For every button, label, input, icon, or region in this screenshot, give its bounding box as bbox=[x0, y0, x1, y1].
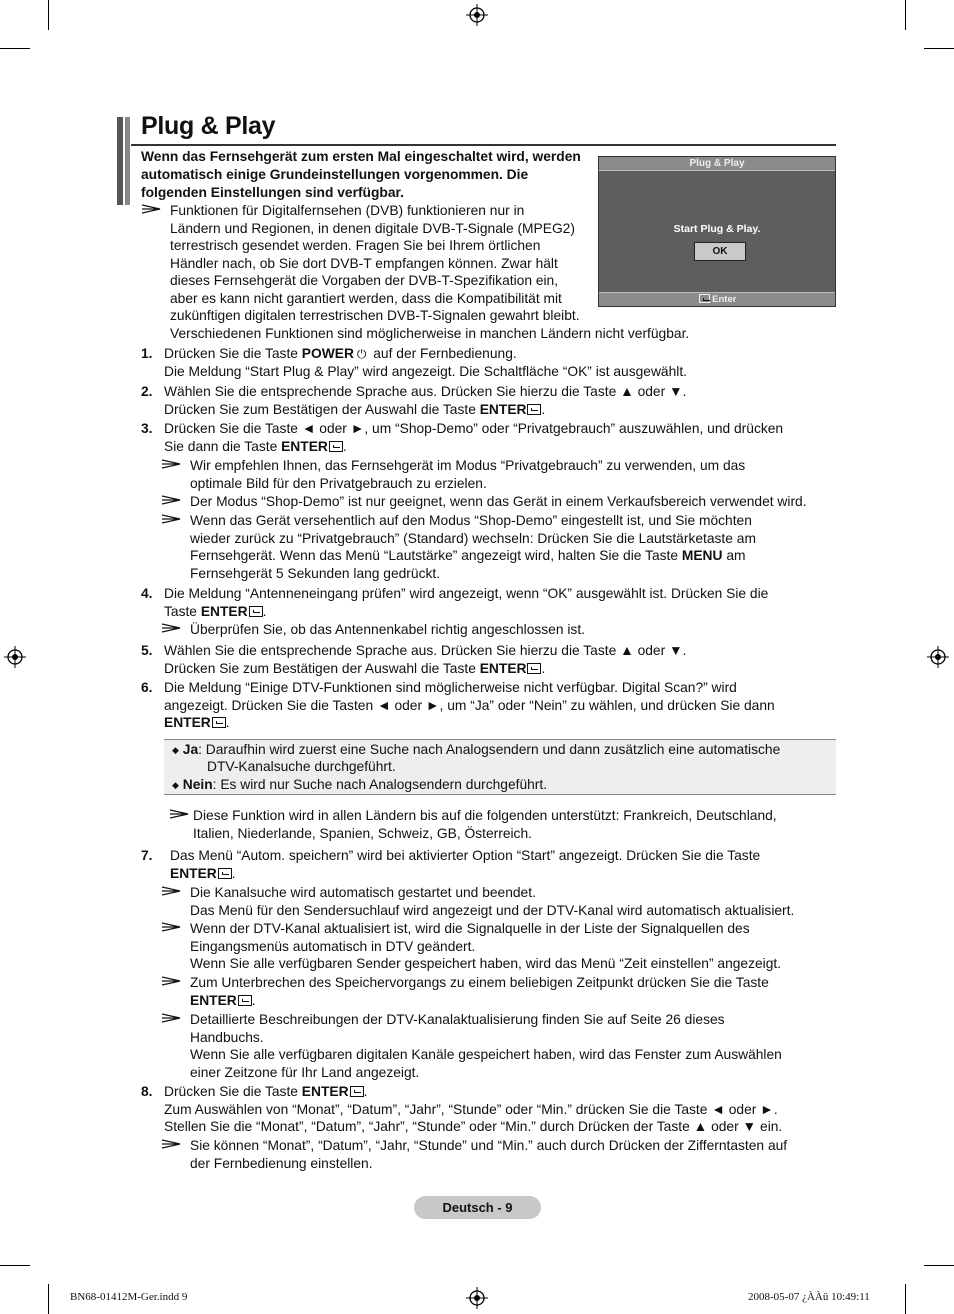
note-arrow-icon bbox=[170, 809, 190, 819]
step-2-line: Wählen Sie die entsprechende Sprache aus. Drücken Sie hierzu die Taste ▲ oder ▼. bbox=[164, 384, 687, 399]
note-line: Wenn das Gerät versehentlich auf den Modus “Shop-Demo” eingestellt ist, und Sie möchten bbox=[190, 513, 752, 528]
note-line: Sie können “Monat”, “Datum”, “Jahr, “Stunde” und “Min.” auch durch Drücken der Zifferntasten auf bbox=[190, 1138, 788, 1153]
step-5-line: Drücken Sie zum Bestätigen der Auswahl die Taste ENTER . bbox=[164, 660, 546, 676]
enter-icon bbox=[350, 1086, 364, 1097]
crop-mark bbox=[924, 1265, 954, 1266]
enter-icon bbox=[329, 441, 343, 452]
tv-screen-footer: Enter bbox=[599, 292, 835, 306]
title-decoration bbox=[117, 117, 131, 205]
note-line: Wenn Sie alle verfügbaren Sender gespeichert haben, wird das Menü “Zeit einstellen” angezeigt. bbox=[190, 956, 782, 971]
note-line: Wenn Sie alle verfügbaren digitalen Kanäle gespeichert haben, wird das Fenster zum Auswählen bbox=[190, 1047, 782, 1062]
title-rule bbox=[131, 144, 836, 146]
crop-mark bbox=[905, 1284, 906, 1314]
step-number: 7. bbox=[141, 848, 153, 863]
note-line: Wir empfehlen Ihnen, das Fernsehgerät im Modus “Privatgebrauch” zu verwenden, um das bbox=[190, 458, 746, 473]
step-number: 6. bbox=[141, 680, 153, 695]
note-line: ENTER . bbox=[190, 992, 256, 1008]
page-title: Plug & Play bbox=[141, 112, 276, 140]
step-3-line: Drücken Sie die Taste ◄ oder ►, um “Shop-Demo” oder “Privatgebrauch” auszuwählen, und drücken bbox=[164, 421, 784, 436]
note-arrow-icon bbox=[162, 514, 182, 524]
tv-ok-button: OK bbox=[694, 242, 746, 261]
enter-icon bbox=[249, 606, 263, 617]
enter-icon bbox=[527, 404, 541, 415]
enter-icon bbox=[527, 663, 541, 674]
diamond-bullet-icon: ◆ bbox=[172, 745, 179, 755]
enter-icon bbox=[218, 868, 232, 879]
step-8-line: Stellen Sie die “Monat”, “Datum”, “Jahr”, “Stunde” oder “Min.” durch Drücken der Taste ▲ oder ▼ ein. bbox=[164, 1119, 783, 1134]
note-arrow-icon bbox=[162, 459, 182, 469]
note-dvb-line: terrestrisch gesendet werden. Fragen Sie bei Ihrem örtlichen bbox=[170, 238, 541, 253]
note-arrow-icon bbox=[162, 495, 182, 505]
note-arrow-icon bbox=[162, 976, 182, 986]
note-dvb-line: Ländern und Regionen, in denen digitale DVB-T-Signale (MPEG2) bbox=[170, 220, 575, 236]
note-arrow-icon bbox=[142, 204, 162, 214]
note-line: Fernsehgerät. Wenn das Menü “Lautstärke” angezeigt wird, halten Sie die Taste MENU am bbox=[190, 548, 746, 563]
enter-icon bbox=[699, 294, 710, 303]
note-line: Detaillierte Beschreibungen der DTV-Kanalaktualisierung finden Sie auf Seite 26 dieses bbox=[190, 1012, 725, 1027]
tv-screen-message: Start Plug & Play. bbox=[673, 223, 761, 235]
print-slug-left: BN68-01412M-Ger.indd 9 bbox=[70, 1291, 188, 1303]
step-1-line: Die Meldung “Start Plug & Play” wird angezeigt. Die Schaltfläche “OK” ist ausgewählt. bbox=[164, 363, 687, 379]
enter-icon bbox=[238, 995, 252, 1006]
crop-mark bbox=[0, 48, 30, 49]
step-8-line: Drücken Sie die Taste ENTER . bbox=[164, 1084, 368, 1099]
step-5-line: Wählen Sie die entsprechende Sprache aus. Drücken Sie hierzu die Taste ▲ oder ▼. bbox=[164, 643, 687, 658]
note-arrow-icon bbox=[162, 886, 182, 896]
note-arrow-icon bbox=[162, 922, 182, 932]
note-line: wieder zurück zu “Privatgebrauch” (Standard) wechseln: Drücken Sie die Lautstärketaste am bbox=[190, 530, 756, 546]
print-slug-right: 2008-05-07 ¿ÀÀü 10:49:11 bbox=[748, 1291, 870, 1303]
registration-mark-icon bbox=[466, 1287, 488, 1309]
note-dvb-line: Funktionen für Digitalfernsehen (DVB) funktionieren nur in bbox=[170, 203, 525, 218]
step-7-line: Das Menü “Autom. speichern” wird bei aktivierter Option “Start” angezeigt. Drücken Sie die Taste bbox=[170, 848, 761, 863]
note-line: Zum Unterbrechen des Speichervorgangs zu einem beliebigen Zeitpunkt drücken Sie die Taste bbox=[190, 975, 769, 990]
note-dvb-line: dieses Fernsehgerät die Vorgaben der DVB-T-Spezifikation ein, bbox=[170, 273, 559, 288]
step-6-line: ENTER . bbox=[164, 715, 230, 730]
step-number: 1. bbox=[141, 346, 153, 361]
note-arrow-icon bbox=[162, 1013, 182, 1023]
note-line: Eingangsmenüs automatisch in DTV geändert. bbox=[190, 938, 476, 954]
intro-text: Wenn das Fernsehgerät zum ersten Mal eingeschaltet wird, werden automatisch einige Grundeinstellungen vorgenommen. Die folgenden Einstellungen sind verfügbar. bbox=[141, 149, 581, 200]
note-line: Fernsehgerät 5 Sekunden lang gedrückt. bbox=[190, 565, 441, 581]
note-arrow-icon bbox=[162, 1139, 182, 1149]
note-line: Der Modus “Shop-Demo” ist nur geeignet, wenn das Gerät in einem Verkaufsbereich verwendet wird. bbox=[190, 494, 807, 509]
note-dvb-line: Verschiedenen Funktionen sind möglicherweise in manchen Ländern nicht verfügbar. bbox=[170, 325, 690, 341]
note-line: Wenn der DTV-Kanal aktualisiert ist, wird die Signalquelle in der Liste der Signalquellen des bbox=[190, 921, 750, 936]
note-line: der Fernbedienung einstellen. bbox=[190, 1155, 373, 1171]
note-line: einer Zeitzone für Ihr Land angezeigt. bbox=[190, 1064, 420, 1080]
note-line: optimale Bild für den Privatgebrauch zu erzielen. bbox=[190, 475, 487, 491]
crop-mark bbox=[0, 1265, 30, 1266]
registration-mark-icon bbox=[4, 646, 26, 668]
tv-screen-header: Plug & Play bbox=[599, 157, 835, 171]
enter-icon bbox=[212, 717, 226, 728]
step-4-line: Die Meldung “Antenneneingang prüfen” wird angezeigt, wenn “OK” ausgewählt ist. Drücken Sie die bbox=[164, 586, 769, 601]
note-line: Italien, Niederlande, Spanien, Schweiz, GB, Österreich. bbox=[193, 825, 532, 841]
page-number-badge: Deutsch - 9 bbox=[414, 1196, 541, 1219]
power-icon: ⏻ bbox=[356, 347, 367, 361]
crop-mark bbox=[48, 1284, 49, 1314]
note-arrow-icon bbox=[162, 623, 182, 633]
step-3-line: Sie dann die Taste ENTER . bbox=[164, 438, 347, 454]
step-6-line: angezeigt. Drücken Sie die Tasten ◄ oder ►, um “Ja” oder “Nein” zu wählen, und drücken Sie dann bbox=[164, 697, 775, 713]
note-line: Überprüfen Sie, ob das Antennenkabel richtig angeschlossen ist. bbox=[190, 622, 585, 637]
crop-mark bbox=[48, 0, 49, 30]
option-ja: ◆ Ja: Daraufhin wird zuerst eine Suche nach Analogsendern und dann zusätzlich eine automatische bbox=[172, 742, 781, 757]
note-line: Handbuchs. bbox=[190, 1029, 264, 1045]
registration-mark-icon bbox=[927, 646, 949, 668]
step-7-line: ENTER . bbox=[170, 865, 236, 881]
step-8-line: Zum Auswählen von “Monat”, “Datum”, “Jahr”, “Stunde” oder “Min.” drücken Sie die Taste ◄ oder ►. bbox=[164, 1101, 778, 1117]
step-4-line: Taste ENTER . bbox=[164, 603, 267, 619]
step-number: 8. bbox=[141, 1084, 153, 1099]
option-nein: ◆ Nein: Es wird nur Suche nach Analogsendern durchgeführt. bbox=[172, 777, 548, 792]
step-number: 5. bbox=[141, 643, 153, 658]
step-number: 3. bbox=[141, 421, 153, 436]
step-1-line: Drücken Sie die Taste POWER ⏻ auf der Fernbedienung. bbox=[164, 345, 517, 364]
note-dvb-line: Händler nach, ob Sie dort DVB-T empfangen können. Zwar hält bbox=[170, 255, 558, 271]
note-line: Diese Funktion wird in allen Ländern bis auf die folgenden unterstützt: Frankreich, Deutschland, bbox=[193, 808, 777, 823]
step-6-line: Die Meldung “Einige DTV-Funktionen sind möglicherweise nicht verfügbar. Digital Scan?” wird bbox=[164, 680, 737, 695]
crop-mark bbox=[924, 48, 954, 49]
registration-mark-icon bbox=[466, 4, 488, 26]
note-line: Die Kanalsuche wird automatisch gestartet und beendet. bbox=[190, 885, 536, 900]
step-2-line: Drücken Sie zum Bestätigen der Auswahl die Taste ENTER . bbox=[164, 401, 546, 417]
tv-screen-illustration bbox=[598, 156, 836, 307]
option-ja-line2: DTV-Kanalsuche durchgeführt. bbox=[207, 759, 396, 774]
step-number: 2. bbox=[141, 384, 153, 399]
crop-mark bbox=[905, 0, 906, 30]
note-dvb-line: aber es kann nicht garantiert werden, dass die Kompatibilität mit bbox=[170, 290, 562, 306]
diamond-bullet-icon: ◆ bbox=[172, 780, 179, 790]
note-dvb-line: zukünftigen digitalen terrestrischen DVB-T-Signalen gewahrt bleibt. bbox=[170, 308, 580, 323]
note-line: Das Menü für den Sendersuchlauf wird angezeigt und der DTV-Kanal wird automatisch aktualisiert. bbox=[190, 902, 795, 918]
step-number: 4. bbox=[141, 586, 153, 601]
